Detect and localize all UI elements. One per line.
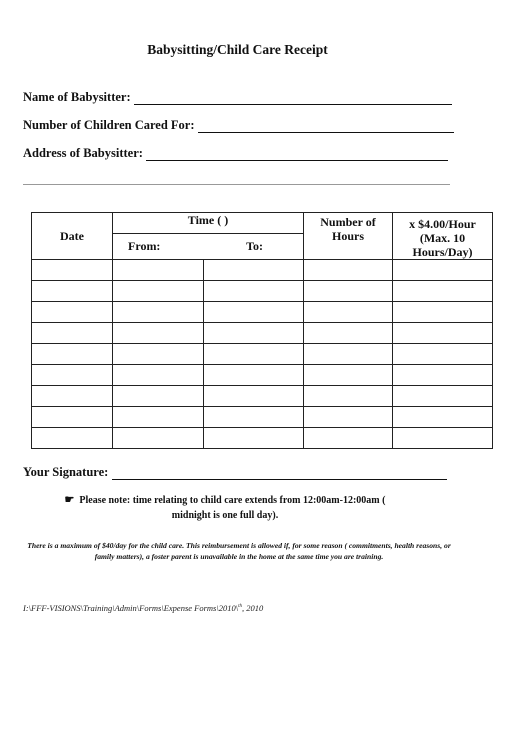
children-count-line[interactable] — [198, 120, 454, 133]
to-cell[interactable] — [204, 281, 304, 302]
file-path — [23, 603, 263, 613]
hours-cell[interactable] — [304, 281, 393, 302]
date-cell[interactable] — [32, 428, 113, 449]
to-cell[interactable] — [204, 407, 304, 428]
amount-cell[interactable] — [393, 365, 493, 386]
care-log-body — [32, 260, 493, 449]
date-cell[interactable] — [32, 386, 113, 407]
note-line-2: midnight is one full day). — [171, 510, 279, 521]
from-cell[interactable] — [113, 281, 204, 302]
table-row — [32, 365, 493, 386]
babysitter-name-line[interactable] — [134, 92, 452, 105]
hours-cell[interactable] — [304, 407, 393, 428]
from-cell[interactable] — [113, 260, 204, 281]
to-cell[interactable] — [204, 365, 304, 386]
babysitter-name-label: Name of Babysitter: — [23, 90, 131, 104]
amount-cell[interactable] — [393, 281, 493, 302]
hours-cell[interactable] — [304, 323, 393, 344]
table-row — [32, 428, 493, 449]
amount-cell[interactable] — [393, 302, 493, 323]
date-cell[interactable] — [32, 344, 113, 365]
time-header: Time ( ) — [113, 213, 304, 234]
from-cell[interactable] — [113, 386, 204, 407]
amount-cell[interactable] — [393, 260, 493, 281]
from-to-header — [113, 234, 304, 260]
amount-cell[interactable] — [393, 344, 493, 365]
table-row — [32, 386, 493, 407]
table-row — [32, 407, 493, 428]
amount-cell[interactable] — [393, 428, 493, 449]
from-cell[interactable] — [113, 407, 204, 428]
amount-cell[interactable] — [393, 323, 493, 344]
table-row — [32, 281, 493, 302]
signature-line[interactable] — [112, 467, 447, 480]
date-cell[interactable] — [32, 260, 113, 281]
file-path-year: , 2010 — [241, 603, 264, 613]
to-cell[interactable] — [204, 323, 304, 344]
address-line[interactable] — [146, 148, 448, 161]
babysitter-name-field[interactable] — [23, 90, 452, 105]
hours-cell[interactable] — [304, 386, 393, 407]
hours-cell[interactable] — [304, 260, 393, 281]
file-path-text: I:\FFF-VISIONS\Training\Admin\Forms\Expense Forms\2010\ — [23, 603, 239, 613]
children-count-field[interactable] — [23, 118, 454, 133]
from-cell[interactable] — [113, 428, 204, 449]
hours-cell[interactable] — [304, 344, 393, 365]
signature-field[interactable] — [23, 465, 447, 480]
date-cell[interactable] — [32, 323, 113, 344]
to-cell[interactable] — [204, 386, 304, 407]
to-cell[interactable] — [204, 428, 304, 449]
children-count-label: Number of Children Cared For: — [23, 118, 195, 132]
amount-cell[interactable] — [393, 386, 493, 407]
to-cell[interactable] — [204, 302, 304, 323]
table-row — [32, 323, 493, 344]
from-label: From: — [128, 239, 161, 253]
table-row — [32, 260, 493, 281]
care-log-table — [31, 212, 493, 449]
form-title: Babysitting/Child Care Receipt — [147, 42, 328, 57]
address-label: Address of Babysitter: — [23, 146, 143, 160]
from-cell[interactable] — [113, 365, 204, 386]
table-row — [32, 302, 493, 323]
note-line-1: Please note: time relating to child care extends from 12:00am-12:00am ( — [79, 495, 386, 506]
hours-header: Number of Hours — [304, 213, 393, 260]
file-path-sup: th — [238, 604, 242, 610]
rate-header: x $4.00/Hour (Max. 10 Hours/Day) — [393, 213, 493, 260]
to-label: To: — [246, 239, 263, 253]
time-note — [45, 493, 405, 523]
hours-cell[interactable] — [304, 302, 393, 323]
date-cell[interactable] — [32, 302, 113, 323]
signature-label: Your Signature: — [23, 465, 109, 479]
hours-cell[interactable] — [304, 365, 393, 386]
date-cell[interactable] — [32, 407, 113, 428]
to-cell[interactable] — [204, 344, 304, 365]
policy-text: There is a maximum of $40/day for the child care. This reimbursement is allowed if, for some reason ( commitments, health reasons, or family matters), a foster parent is unavailable in the home at the same time you are training. — [27, 541, 451, 561]
date-cell[interactable] — [32, 365, 113, 386]
hours-cell[interactable] — [304, 428, 393, 449]
amount-cell[interactable] — [393, 407, 493, 428]
from-cell[interactable] — [113, 323, 204, 344]
date-cell[interactable] — [32, 281, 113, 302]
address-second-line[interactable] — [23, 184, 450, 185]
to-cell[interactable] — [204, 260, 304, 281]
table-row — [32, 344, 493, 365]
pointing-hand-icon: ☛ — [64, 494, 75, 506]
from-cell[interactable] — [113, 302, 204, 323]
from-cell[interactable] — [113, 344, 204, 365]
address-field[interactable] — [23, 146, 448, 161]
date-header: Date — [32, 213, 113, 260]
